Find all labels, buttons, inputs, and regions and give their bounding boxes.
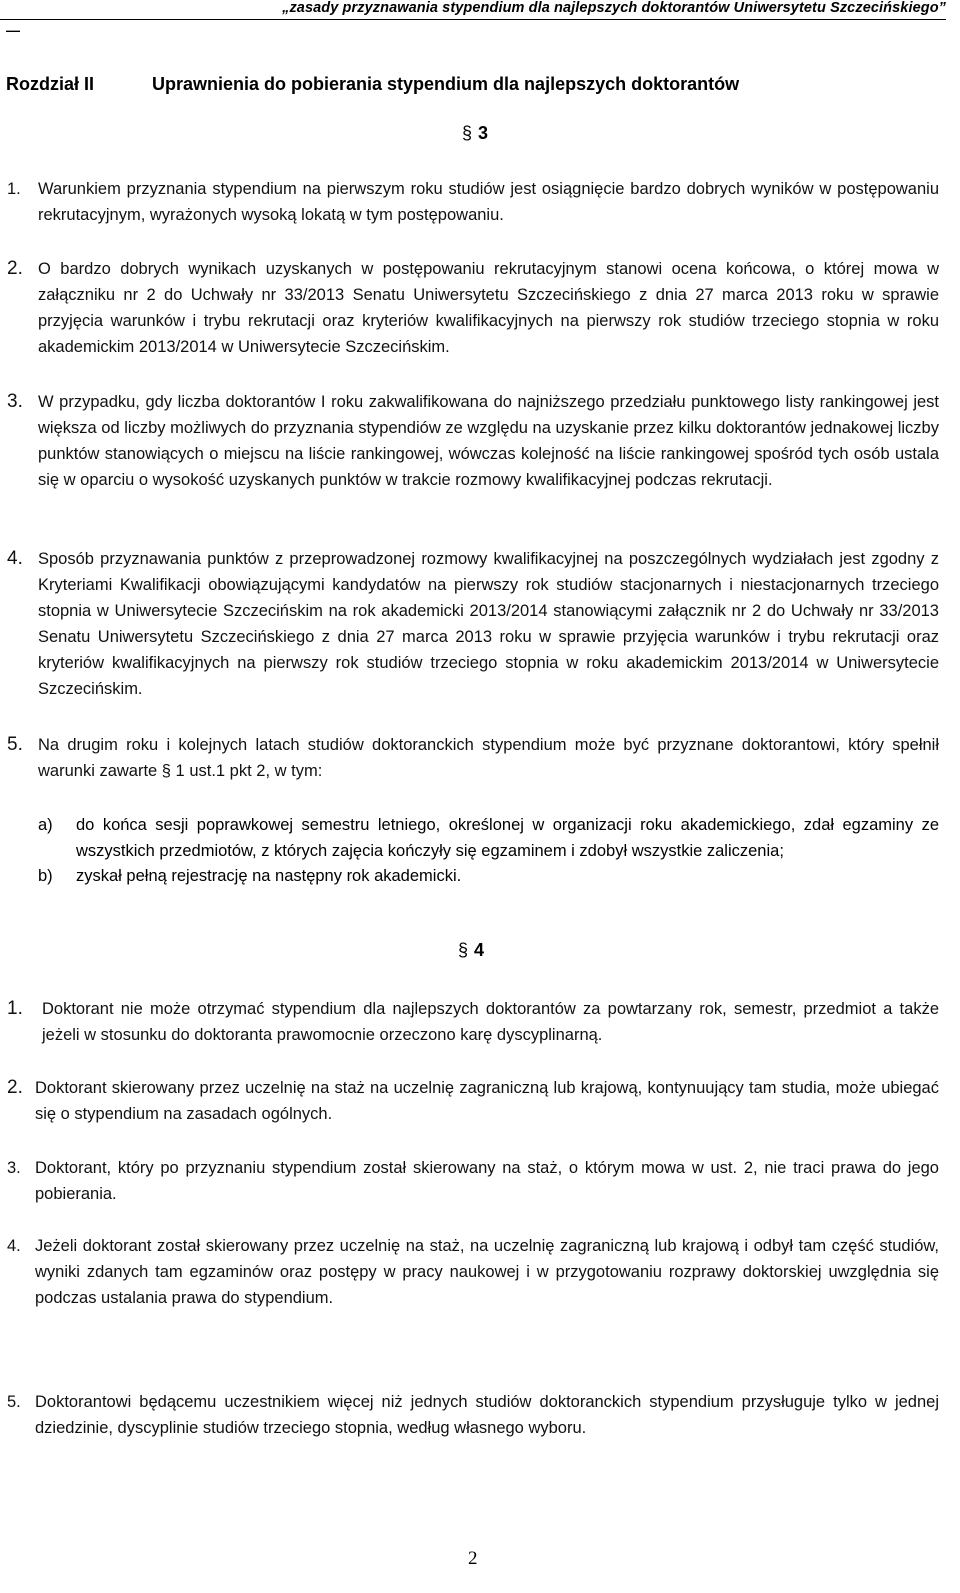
paragraph-number: 5. (7, 1393, 21, 1411)
section-symbol: § (462, 123, 473, 143)
paragraph-4-4 (7, 1233, 939, 1311)
paragraph-text: Doktorant skierowany przez uczelnię na staż na uczelnię zagraniczną lub krajową, kontynuujący tam studia, może ubiegać się o stypendium na zasadach ogólnych. (35, 1079, 939, 1123)
paragraph-number: 4. (7, 548, 23, 569)
paragraph-text: Doktorantowi będącemu uczestnikiem więcej niż jednych studiów doktoranckich stypendium przysługuje tylko w jednej dziedzinie, dyscyplinie studiów trzeciego stopnia, według własnego wyboru. (35, 1393, 939, 1437)
subitem-marker: a) (38, 816, 53, 834)
paragraph-4-3 (7, 1155, 939, 1207)
paragraph-text: Na drugim roku i kolejnych latach studiów doktoranckich stypendium może być przyznane doktorantowi, który spełnił warunki zawarte § 1 ust.1 pkt 2, w tym: (38, 736, 939, 780)
section-number: 4 (474, 940, 485, 960)
chapter-title: Uprawnienia do pobierania stypendium dla najlepszych doktorantów (152, 74, 740, 94)
paragraph-text: Warunkiem przyznania stypendium na pierwszym roku studiów jest osiągnięcie bardzo dobrych wyników w postępowaniu rekrutacyjnym, wyrażonych wysoką lokatą w tym postępowaniu. (38, 180, 939, 224)
subitem-marker: b) (38, 867, 53, 885)
header-dash: — (6, 22, 20, 38)
paragraph-text: O bardzo dobrych wynikach uzyskanych w postępowaniu rekrutacyjnym stanowi ocena końcowa, o której mowa w załączniku nr 2 do Uchwały nr 33/2013 Senatu Uniwersytetu Szczecińskiego z dnia 27 marca 2013 roku w sprawie przyjęcia warunków i trybu rekrutacji oraz kryteriów kwalifikacyjnych na pierwszy rok studiów trzeciego stopnia w roku akademickim 2013/2014 w Uniwersytecie Szczecińskim. (38, 260, 939, 356)
paragraph-number: 2. (7, 258, 23, 279)
paragraph-3-5 (7, 732, 939, 784)
paragraph-number: 1. (7, 180, 21, 198)
subitem-a (38, 812, 939, 864)
section-number: 3 (478, 123, 489, 143)
paragraph-3-3 (7, 389, 939, 493)
paragraph-3-4 (7, 546, 939, 702)
paragraph-number: 2. (7, 1077, 23, 1098)
paragraph-3-2 (7, 256, 939, 360)
section-heading-4 (458, 940, 484, 961)
header-rule (0, 19, 946, 20)
paragraph-text: W przypadku, gdy liczba doktorantów I roku zakwalifikowana do najniższego przedziału punktowego listy rankingowej jest większa od liczby możliwych do przyznania stypendiów ze względu na uzyskanie przez kilku doktorantów jednakowej liczby punktów stanowiących o miejscu na liście rankingowej, wówczas kolejność na liście rankingowej spośród tych osób ustala się w oparciu o wysokość uzyskanych punktów w trakcie rozmowy kwalifikacyjnej podczas rekrutacji. (38, 393, 939, 489)
paragraph-number: 4. (7, 1237, 21, 1255)
paragraph-3-1 (7, 176, 939, 228)
page-number: 2 (468, 1548, 478, 1569)
subitem-text: zyskał pełną rejestrację na następny rok akademicki. (76, 867, 462, 885)
running-header: „zasady przyznawania stypendium dla najlepszych doktorantów Uniwersytetu Szczecińskiego” (282, 0, 946, 16)
paragraph-text: Jeżeli doktorant został skierowany przez uczelnię na staż, na uczelnię zagraniczną lub krajową i odbył tam część studiów, wyniki zdanych tam egzaminów oraz postępy w pracy naukowej i w przygotowaniu rozprawy doktorskiej uwzględnia się podczas ustalania prawa do stypendium. (35, 1237, 939, 1307)
paragraph-number: 5. (7, 734, 23, 755)
paragraph-number: 1. (7, 998, 23, 1019)
paragraph-4-2 (7, 1075, 939, 1127)
paragraph-text: Doktorant, który po przyznaniu stypendium został skierowany na staż, o którym mowa w ust. 2, nie traci prawa do jego pobierania. (35, 1159, 939, 1203)
paragraph-text: Doktorant nie może otrzymać stypendium dla najlepszych doktorantów za powtarzany rok, semestr, przedmiot a także jeżeli w stosunku do doktoranta prawomocnie orzeczono karę dyscyplinarną. (42, 1000, 939, 1044)
section-symbol: § (458, 940, 469, 960)
paragraph-text: Sposób przyznawania punktów z przeprowadzonej rozmowy kwalifikacyjnej na poszczególnych wydziałach jest zgodny z Kryteriami Kwalifikacji obowiązującymi kandydatów na pierwszy rok studiów stacjonarnych i niestacjonarnych trzeciego stopnia w Uniwersytecie Szczecińskim na rok akademicki 2013/2014 stanowiącymi załącznik nr 2 do Uchwały nr 33/2013 Senatu Uniwersytetu Szczecińskiego z dnia 27 marca 2013 roku w sprawie przyjęcia warunków i trybu rekrutacji oraz kryteriów kwalifikacyjnych na pierwszy rok studiów trzeciego stopnia w roku akademickim 2013/2014 w Uniwersytecie Szczecińskim. (38, 550, 939, 698)
paragraph-4-1 (7, 996, 939, 1048)
subitem-text: do końca sesji poprawkowej semestru letniego, określonej w organizacji roku akademickiego, zdał egzaminy ze wszystkich przedmiotów, z których zajęcia kończyły się egzaminem i zdobył wszystkie zaliczenia; (76, 816, 939, 860)
paragraph-number: 3. (7, 391, 23, 412)
paragraph-4-5 (7, 1389, 939, 1441)
section-heading-3 (462, 123, 488, 144)
paragraph-number: 3. (7, 1159, 21, 1177)
chapter-label: Rozdział II (6, 74, 95, 94)
subitem-b (38, 863, 939, 889)
